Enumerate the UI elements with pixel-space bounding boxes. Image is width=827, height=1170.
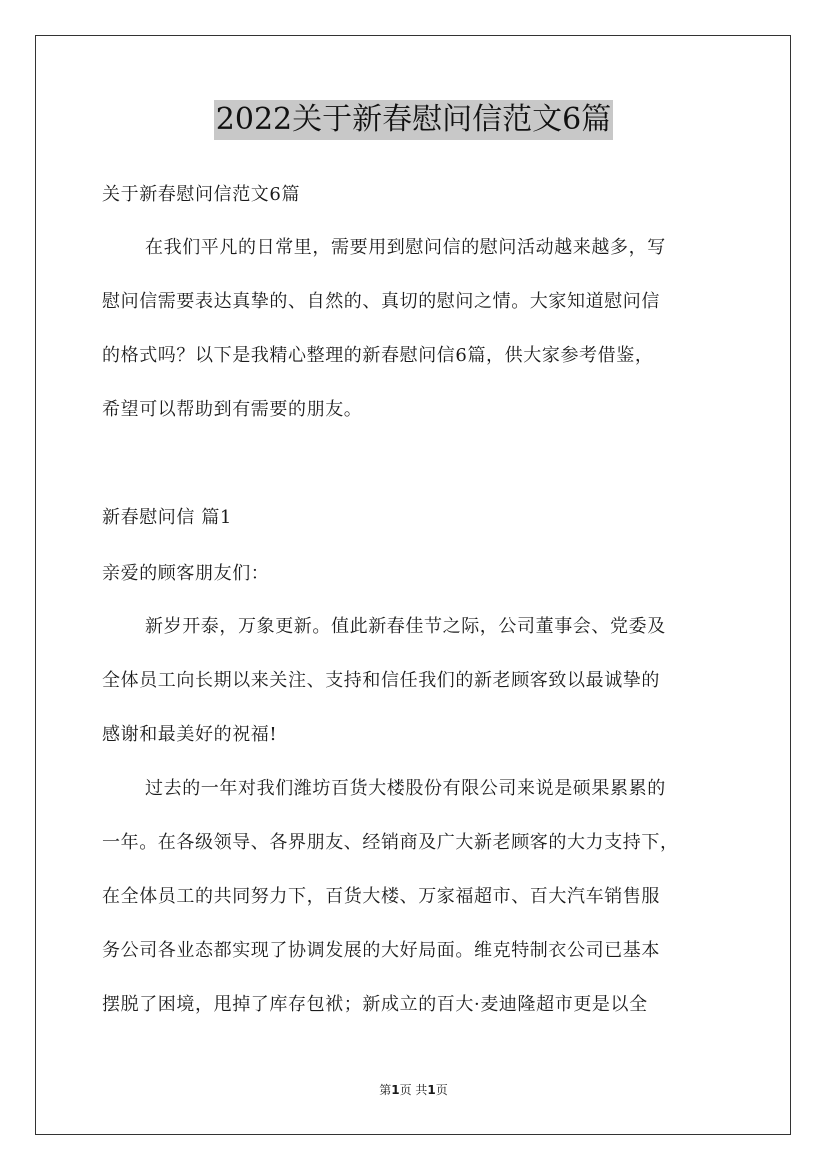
page-total: 1 xyxy=(427,1083,436,1097)
page-label-pre: 第 xyxy=(379,1083,392,1097)
paragraph-line: 过去的一年对我们潍坊百货大楼股份有限公司来说是硕果累累的 xyxy=(145,778,666,799)
paragraph-line: 在全体员工的共同努力下，百货大楼、万家福超市、百大汽车销售服 xyxy=(102,886,660,907)
salutation: 亲爱的顾客朋友们： xyxy=(102,563,270,584)
page-label-mid: 页 共 xyxy=(399,1083,428,1097)
intro-line: 慰问信需要表达真挚的、自然的、真切的慰问之情。大家知道慰问信 xyxy=(102,291,660,312)
intro-line: 的格式吗？以下是我精心整理的新春慰问信6篇，供大家参考借鉴， xyxy=(102,345,654,366)
paragraph-line: 务公司各业态都实现了协调发展的大好局面。维克特制衣公司已基本 xyxy=(102,940,660,961)
intro-line: 在我们平凡的日常里，需要用到慰问信的慰问活动越来越多，写 xyxy=(145,237,666,258)
paragraph-line: 一年。在各级领导、各界朋友、经销商及广大新老顾客的大力支持下， xyxy=(102,832,679,853)
paragraph-line: 全体员工向长期以来关注、支持和信任我们的新老顾客致以最诚挚的 xyxy=(102,670,660,691)
document-title: 2022关于新春慰问信范文6篇 xyxy=(214,100,613,140)
document-subtitle: 关于新春慰问信范文6篇 xyxy=(102,184,301,205)
page-current: 1 xyxy=(391,1083,400,1097)
document-title-wrap xyxy=(0,100,827,140)
page-footer xyxy=(0,1082,827,1098)
paragraph-line: 感谢和最美好的祝福! xyxy=(102,724,278,745)
section-heading: 新春慰问信 篇1 xyxy=(102,507,232,528)
intro-line: 希望可以帮助到有需要的朋友。 xyxy=(102,399,363,420)
page-label-post: 页 xyxy=(435,1083,448,1097)
paragraph-line: 摆脱了困境，甩掉了库存包袱；新成立的百大·麦迪隆超市更是以全 xyxy=(102,994,648,1015)
paragraph-line: 新岁开泰，万象更新。值此新春佳节之际，公司董事会、党委及 xyxy=(145,616,666,637)
